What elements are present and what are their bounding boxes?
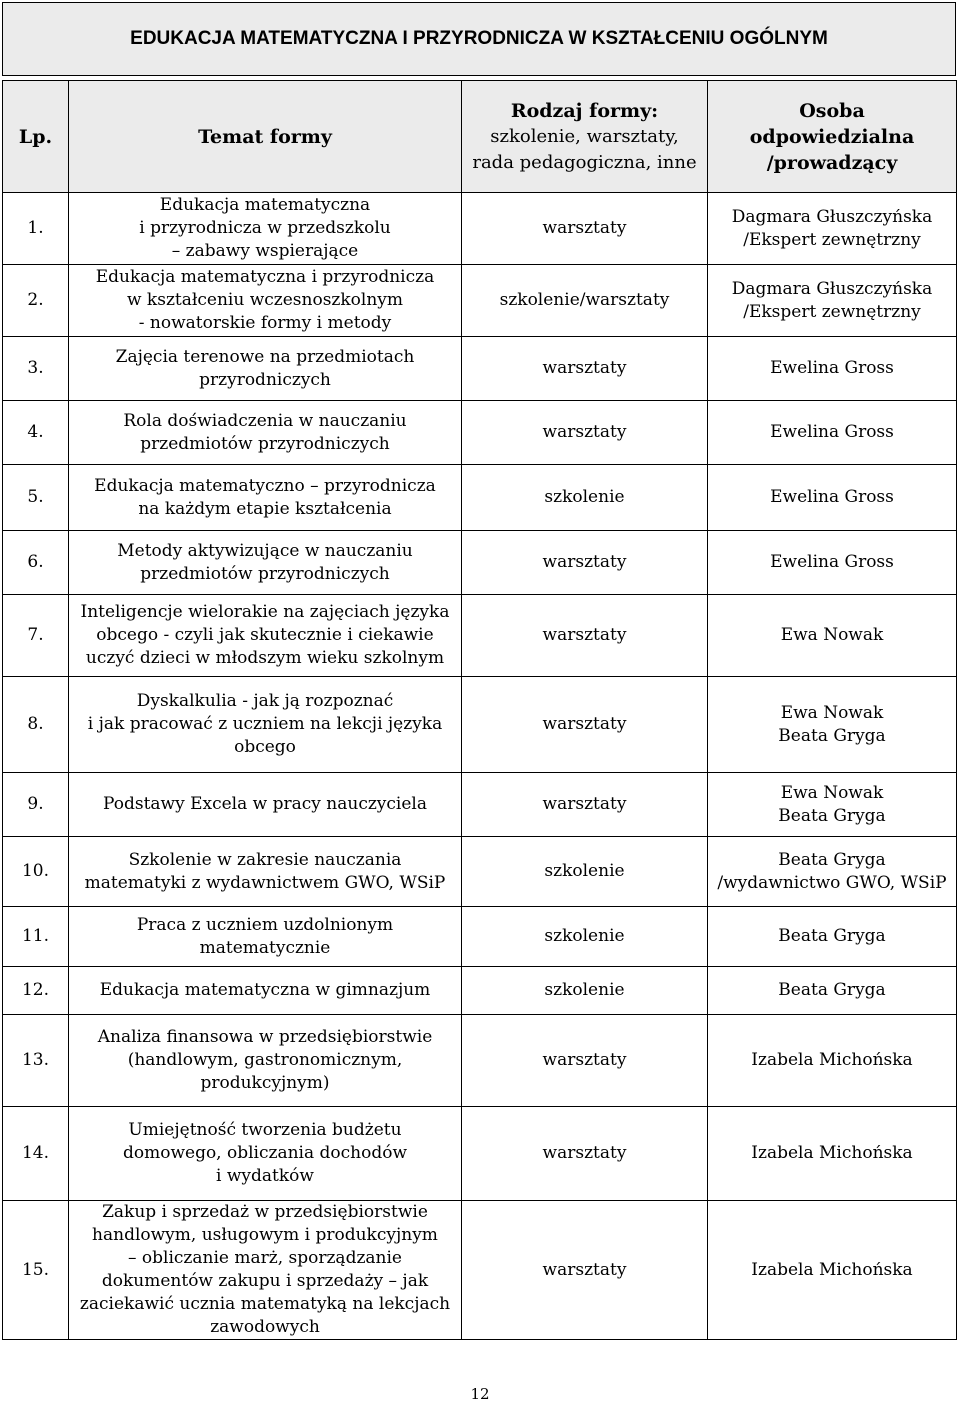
row-form (462, 773, 708, 837)
table-row (3, 1201, 957, 1340)
table-row (3, 265, 957, 337)
row-person-line: Ewelina Gross (770, 552, 894, 572)
row-person-line: Ewa Nowak (780, 625, 884, 645)
table-row (3, 193, 957, 265)
header-person-3: /prowadzący (766, 151, 898, 174)
row-topic (69, 1201, 462, 1340)
table-row (3, 465, 957, 531)
row-number: 14. (3, 1107, 69, 1201)
row-topic-line: i wydatków (216, 1166, 314, 1186)
table-row (3, 401, 957, 465)
row-topic (69, 1107, 462, 1201)
row-number: 4. (3, 401, 69, 465)
row-topic-line: zaciekawić ucznia matematyką na lekcjach (79, 1294, 451, 1314)
row-form (462, 1015, 708, 1107)
row-topic-line: Podstawy Excela w pracy nauczyciela (102, 794, 427, 814)
row-topic-line: matematycznie (199, 937, 331, 958)
document-page (2, 2, 956, 1340)
header-form-sub-2: rada pedagogiczna, inne (472, 151, 697, 173)
row-topic (69, 967, 462, 1015)
table-row (3, 1015, 957, 1107)
row-person (708, 193, 957, 265)
row-topic-line: (handlowym, gastronomicznym, (127, 1050, 403, 1070)
row-topic (69, 595, 462, 677)
row-person (708, 1015, 957, 1107)
table-row (3, 773, 957, 837)
row-person-line: /Ekspert zewnętrzny (743, 301, 921, 322)
row-form-line: warsztaty (542, 1050, 627, 1070)
row-number: 11. (3, 907, 69, 967)
row-person-line: Beata Gryga (778, 805, 886, 826)
row-topic (69, 773, 462, 837)
row-person (708, 531, 957, 595)
row-number: 13. (3, 1015, 69, 1107)
row-form (462, 401, 708, 465)
row-number: 9. (3, 773, 69, 837)
row-topic-line: – zabawy wspierające (171, 241, 359, 261)
row-topic (69, 677, 462, 773)
row-topic-line: przedmiotów przyrodniczych (140, 563, 390, 584)
row-number: 5. (3, 465, 69, 531)
header-person-1: Osoba (799, 99, 865, 122)
row-topic (69, 337, 462, 401)
row-form-line: szkolenie (544, 980, 625, 1000)
title-text: EDUKACJA MATEMATYCZNA I PRZYRODNICZA W KSZTAŁCENIU OGÓLNYM (130, 28, 828, 49)
row-person-line: Ewelina Gross (770, 422, 894, 442)
row-form-line: warsztaty (542, 714, 627, 734)
row-number: 15. (3, 1201, 69, 1340)
row-number: 2. (3, 265, 69, 337)
row-topic-line: obcego (234, 737, 296, 757)
row-topic-line: Edukacja matematyczna w gimnazjum (99, 980, 431, 1000)
row-form (462, 531, 708, 595)
row-person-line: Ewelina Gross (770, 487, 894, 507)
row-number: 6. (3, 531, 69, 595)
row-number: 12. (3, 967, 69, 1015)
row-topic-line: Szkolenie w zakresie nauczania (128, 849, 402, 870)
row-topic (69, 531, 462, 595)
row-form-line: warsztaty (542, 1143, 627, 1163)
row-topic-line: Edukacja matematyczna (159, 195, 371, 215)
row-number: 8. (3, 677, 69, 773)
row-person-line: Ewa Nowak (780, 782, 884, 803)
row-form-line: szkolenie/warsztaty (499, 290, 670, 310)
row-topic-line: - nowatorskie formy i metody (138, 313, 392, 333)
row-topic-line: w kształceniu wczesnoszkolnym (126, 290, 404, 310)
row-topic-line: Metody aktywizujące w nauczaniu (117, 540, 413, 561)
row-person-line: /Ekspert zewnętrzny (743, 229, 921, 250)
row-number: 7. (3, 595, 69, 677)
row-topic-line: Umiejętność tworzenia budżetu (128, 1120, 402, 1140)
row-person (708, 677, 957, 773)
row-topic (69, 193, 462, 265)
row-form (462, 1107, 708, 1201)
row-topic-line: Praca z uczniem uzdolnionym (136, 914, 394, 935)
row-form (462, 337, 708, 401)
row-form (462, 907, 708, 967)
row-person (708, 967, 957, 1015)
row-topic-line: obcego - czyli jak skutecznie i ciekawie (96, 625, 434, 645)
document-title (2, 2, 956, 76)
row-topic-line: Zakup i sprzedaż w przedsiębiorstwie (102, 1202, 428, 1222)
row-number: 10. (3, 837, 69, 907)
table-row (3, 337, 957, 401)
row-form-line: warsztaty (542, 1259, 627, 1280)
row-topic-line: i jak pracować z uczniem na lekcji języka (87, 714, 443, 734)
table-row (3, 967, 957, 1015)
row-person-line: Beata Gryga (778, 725, 886, 746)
row-topic-line: matematyki z wydawnictwem GWO, WSiP (84, 872, 446, 893)
row-person (708, 337, 957, 401)
row-topic-line: Edukacja matematyczno – przyrodnicza (94, 475, 436, 496)
row-topic-line: handlowym, usługowym i produkcyjnym (92, 1225, 438, 1245)
row-form-line: szkolenie (544, 487, 625, 507)
row-person (708, 907, 957, 967)
row-person-line: Beata Gryga (778, 926, 886, 946)
row-form (462, 967, 708, 1015)
row-topic (69, 265, 462, 337)
row-topic (69, 1015, 462, 1107)
row-person-line: Izabela Michońska (751, 1259, 913, 1280)
row-person (708, 265, 957, 337)
row-form-line: warsztaty (542, 794, 627, 814)
header-person (708, 81, 957, 193)
row-topic-line: i przyrodnicza w przedszkolu (139, 218, 391, 238)
header-form-title: Rodzaj formy: (510, 99, 659, 122)
row-topic (69, 465, 462, 531)
row-person-line: Beata Gryga (778, 849, 886, 870)
row-person-line: Ewelina Gross (770, 358, 894, 378)
header-row (3, 81, 957, 193)
row-form-line: szkolenie (544, 926, 625, 946)
row-topic-line: Inteligencje wielorakie na zajęciach języka (80, 602, 450, 622)
row-person-line: Izabela Michońska (751, 1143, 913, 1163)
row-person-line: Dagmara Głuszczyńska (731, 206, 933, 227)
row-form (462, 595, 708, 677)
row-form-line: warsztaty (542, 422, 627, 442)
row-person-line: Beata Gryga (778, 980, 886, 1000)
row-form-line: warsztaty (542, 218, 627, 238)
header-form-sub-1: szkolenie, warsztaty, (490, 125, 679, 147)
row-topic-line: Dyskalkulia - jak ją rozpoznać (136, 691, 394, 711)
row-number: 1. (3, 193, 69, 265)
row-person (708, 837, 957, 907)
row-person (708, 465, 957, 531)
header-person-2: odpowiedzialna (749, 125, 915, 148)
row-topic-line: Analiza finansowa w przedsiębiorstwie (97, 1027, 433, 1047)
row-form-line: warsztaty (542, 358, 627, 378)
table-row (3, 531, 957, 595)
row-topic-line: domowego, obliczania dochodów (122, 1143, 408, 1163)
row-topic-line: Zajęcia terenowe na przedmiotach (115, 346, 415, 367)
row-form (462, 1201, 708, 1340)
header-topic: Temat formy (69, 81, 462, 193)
table-row (3, 677, 957, 773)
row-topic-line: – obliczanie marż, sporządzanie (128, 1248, 402, 1268)
row-form-line: warsztaty (542, 625, 627, 645)
row-topic-line: na każdym etapie kształcenia (138, 498, 392, 519)
row-number: 3. (3, 337, 69, 401)
header-lp: Lp. (3, 81, 69, 193)
row-topic-line: przedmiotów przyrodniczych (140, 433, 390, 454)
row-topic (69, 401, 462, 465)
row-topic (69, 837, 462, 907)
row-topic (69, 907, 462, 967)
row-person (708, 773, 957, 837)
row-topic-line: Rola doświadczenia w nauczaniu (123, 410, 407, 431)
row-topic-line: produkcyjnym) (200, 1073, 330, 1093)
page-number: 12 (470, 1385, 490, 1403)
row-topic-line: przyrodniczych (199, 369, 331, 390)
row-form (462, 465, 708, 531)
row-form (462, 265, 708, 337)
row-person-line: Ewa Nowak (780, 702, 884, 723)
row-topic-line: Edukacja matematyczna i przyrodnicza (95, 267, 435, 287)
row-form-line: warsztaty (542, 552, 627, 572)
row-person-line: /wydawnictwo GWO, WSiP (717, 872, 947, 893)
table-row (3, 837, 957, 907)
row-person (708, 401, 957, 465)
table-row (3, 907, 957, 967)
row-person (708, 595, 957, 677)
row-form (462, 193, 708, 265)
table-body (3, 193, 957, 1340)
row-topic-line: zawodowych (210, 1317, 320, 1337)
row-form (462, 677, 708, 773)
row-topic-line: uczyć dzieci w młodszym wieku szkolnym (85, 648, 445, 668)
training-table (2, 80, 957, 1340)
row-person (708, 1107, 957, 1201)
row-topic-line: dokumentów zakupu i sprzedaży – jak (101, 1271, 429, 1291)
row-person-line: Dagmara Głuszczyńska (731, 278, 933, 299)
row-person-line: Izabela Michońska (751, 1050, 913, 1070)
header-form (462, 81, 708, 193)
row-form-line: szkolenie (544, 861, 625, 881)
row-person (708, 1201, 957, 1340)
row-form (462, 837, 708, 907)
table-row (3, 595, 957, 677)
table-row (3, 1107, 957, 1201)
